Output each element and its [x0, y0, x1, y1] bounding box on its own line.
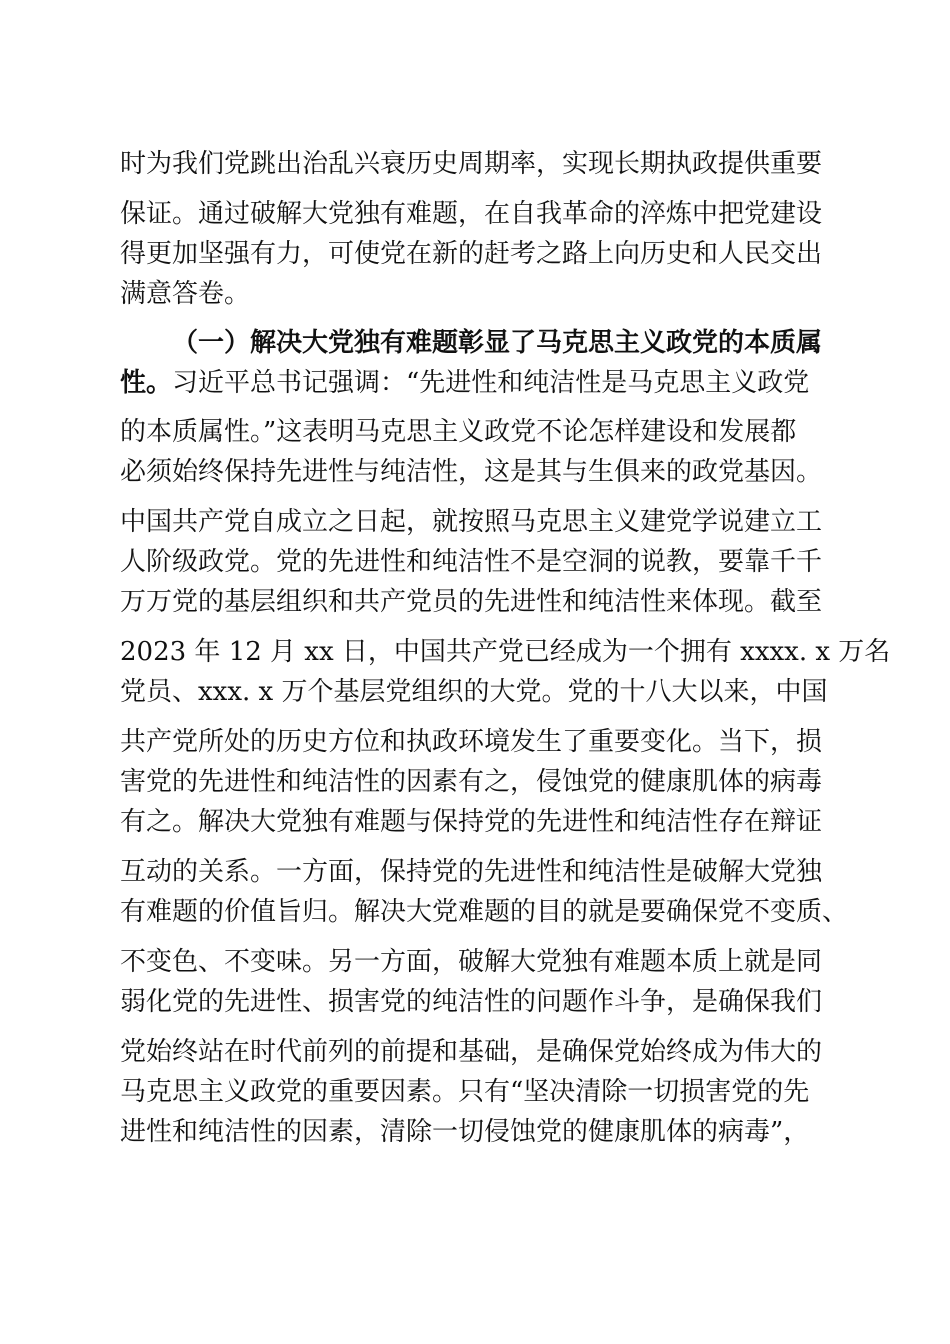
text-line: 有难题的价值旨归。解决大党难题的目的就是要确保党不变质、: [120, 897, 849, 927]
section-heading-text-end: 性。: [120, 368, 173, 398]
text-line: 的本质属性。”这表明马克思主义政党不论怎样建设和发展都: [120, 417, 797, 447]
text-line: [120, 358, 809, 408]
text-line: 2023 年 12 月 xx 日，中国共产党已经成为一个拥有 xxxx. x 万名: [120, 637, 891, 667]
text-line: 党始终站在时代前列的前提和基础，是确保党始终成为伟大的: [120, 1037, 823, 1067]
text-line: 万万党的基层组织和共产党员的先进性和纯洁性来体现。截至: [120, 587, 823, 617]
text-line: 有之。解决大党独有难题与保持党的先进性和纯洁性存在辩证: [120, 807, 823, 837]
text-line: 互动的关系。一方面，保持党的先进性和纯洁性是破解大党独: [120, 857, 823, 887]
section-heading-text: （一）解决大党独有难题彰显了马克思主义政党的本质属: [172, 328, 823, 358]
text-line: 必须始终保持先进性与纯洁性，这是其与生俱来的政党基因。: [120, 457, 823, 487]
text-line: 进性和纯洁性的因素，清除一切侵蚀党的健康肌体的病毒”，: [120, 1117, 810, 1147]
text-line: 保证。通过破解大党独有难题，在自我革命的淬炼中把党建设: [120, 199, 823, 229]
text-line: 不变色、不变味。另一方面，破解大党独有难题本质上就是同: [120, 947, 823, 977]
text-line: 满意答卷。: [120, 279, 251, 309]
text-line: 中国共产党自成立之日起，就按照马克思主义建党学说建立工: [120, 507, 823, 537]
text-line: 马克思主义政党的重要因素。只有“坚决清除一切损害党的先: [120, 1077, 810, 1107]
text-line: 弱化党的先进性、损害党的纯洁性的问题作斗争，是确保我们: [120, 987, 823, 1017]
text-line: 共产党所处的历史方位和执政环境发生了重要变化。当下，损: [120, 727, 823, 757]
text-line: 人阶级政党。党的先进性和纯洁性不是空洞的说教，要靠千千: [120, 547, 823, 577]
text-line: 害党的先进性和纯洁性的因素有之，侵蚀党的健康肌体的病毒: [120, 767, 823, 797]
text-line-rest: 习近平总书记强调：“先进性和纯洁性是马克思主义政党: [172, 368, 810, 398]
text-line: 党员、xxx. x 万个基层党组织的大党。党的十八大以来，中国: [120, 677, 828, 707]
text-line: 时为我们党跳出治乱兴衰历史周期率，实现长期执政提供重要: [120, 149, 823, 179]
text-line: 得更加坚强有力，可使党在新的赶考之路上向历史和人民交出: [120, 239, 823, 269]
